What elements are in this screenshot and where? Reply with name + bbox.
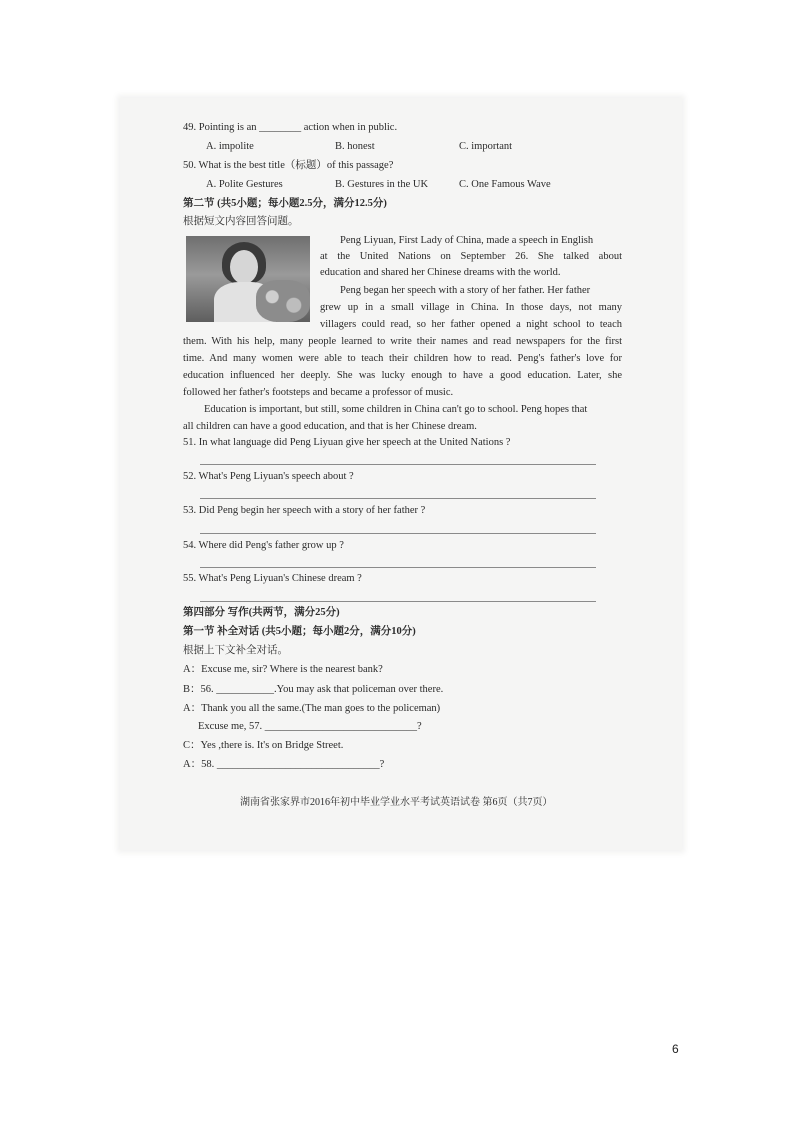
question-55: 55. What's Peng Liyuan's Chinese dream ? [183,573,362,584]
passage-line: Peng Liyuan, First Lady of China, made a speech in English [340,235,594,246]
passage-line: at the United Nations on September 26. She talked about [320,251,622,262]
question-52: 52. What's Peng Liyuan's speech about ? [183,471,354,482]
passage-line: Peng began her speech with a story of her father. Her father [340,285,591,296]
passage-line: villagers could read, so her father opened a night school to teach [320,319,622,330]
q50-option-b: B. Gestures in the UK [335,179,429,190]
page-number: 6 [672,1042,679,1056]
q50-option-a: A. Polite Gestures [206,179,283,190]
answer-line-54[interactable] [200,567,596,568]
answer-line-53[interactable] [200,533,596,534]
q50-option-c: C. One Famous Wave [459,179,551,190]
part-4-instruction: 根据上下文补全对话。 [183,645,288,656]
passage-line: grew up in a small village in China. In those days, not many [320,302,622,313]
passage-line: all children can have a good education, and that is her Chinese dream. [183,421,477,432]
section-1-header: 第一节 补全对话 (共5小题；每小题2分，满分10分) [183,626,416,637]
section-2-header: 第二节 (共5小题；每小题2.5分，满分12.5分) [183,198,387,209]
dialogue-line: A：Excuse me, sir? Where is the nearest bank? [183,664,383,675]
answer-line-51[interactable] [200,464,596,465]
section-2-instruction: 根据短文内容回答问题。 [183,216,299,227]
passage-line: education and shared her Chinese dreams with the world. [320,267,561,278]
portrait-photo-icon [186,236,310,322]
dialogue-line-58: A：58. _______________________________? [183,759,385,770]
question-49: 49. Pointing is an ________ action when in public. [183,122,398,133]
q49-option-b: B. honest [335,141,375,152]
question-51: 51. In what language did Peng Liyuan give her speech at the United Nations ? [183,437,511,448]
dialogue-line: A：Thank you all the same.(The man goes to the policeman) [183,703,441,714]
passage-line: Education is important, but still, some children in China can't go to school. Peng hopes that [204,404,588,415]
exam-footer: 湖南省张家界市2016年初中毕业学业水平考试英语试卷 第6页（共7页） [240,797,553,808]
passage-line: education influenced her deeply. She was lucky enough to have a good education. Later, she [183,370,622,381]
dialogue-line-56: B：56. ___________.You may ask that policeman over there. [183,684,444,695]
passage-line: followed her father's footsteps and became a professor of music. [183,387,454,398]
passage-line: time. And many women were able to teach their children how to read. Peng's father's love for [183,353,622,364]
q49-option-c: C. important [459,141,513,152]
dialogue-line: C：Yes ,there is. It's on Bridge Street. [183,740,344,751]
answer-line-55[interactable] [200,601,596,602]
q49-option-a: A. impolite [206,141,254,152]
dialogue-line-57: Excuse me, 57. _____________________________? [198,721,422,732]
answer-line-52[interactable] [200,498,596,499]
question-53: 53. Did Peng begin her speech with a story of her father ? [183,505,426,516]
passage-line: them. With his help, many people learned to write their names and read newspapers for the first [183,336,622,347]
question-54: 54. Where did Peng's father grow up ? [183,540,344,551]
question-50: 50. What is the best title（标题）of this passage? [183,160,394,171]
part-4-header: 第四部分 写作(共两节，满分25分) [183,607,340,618]
